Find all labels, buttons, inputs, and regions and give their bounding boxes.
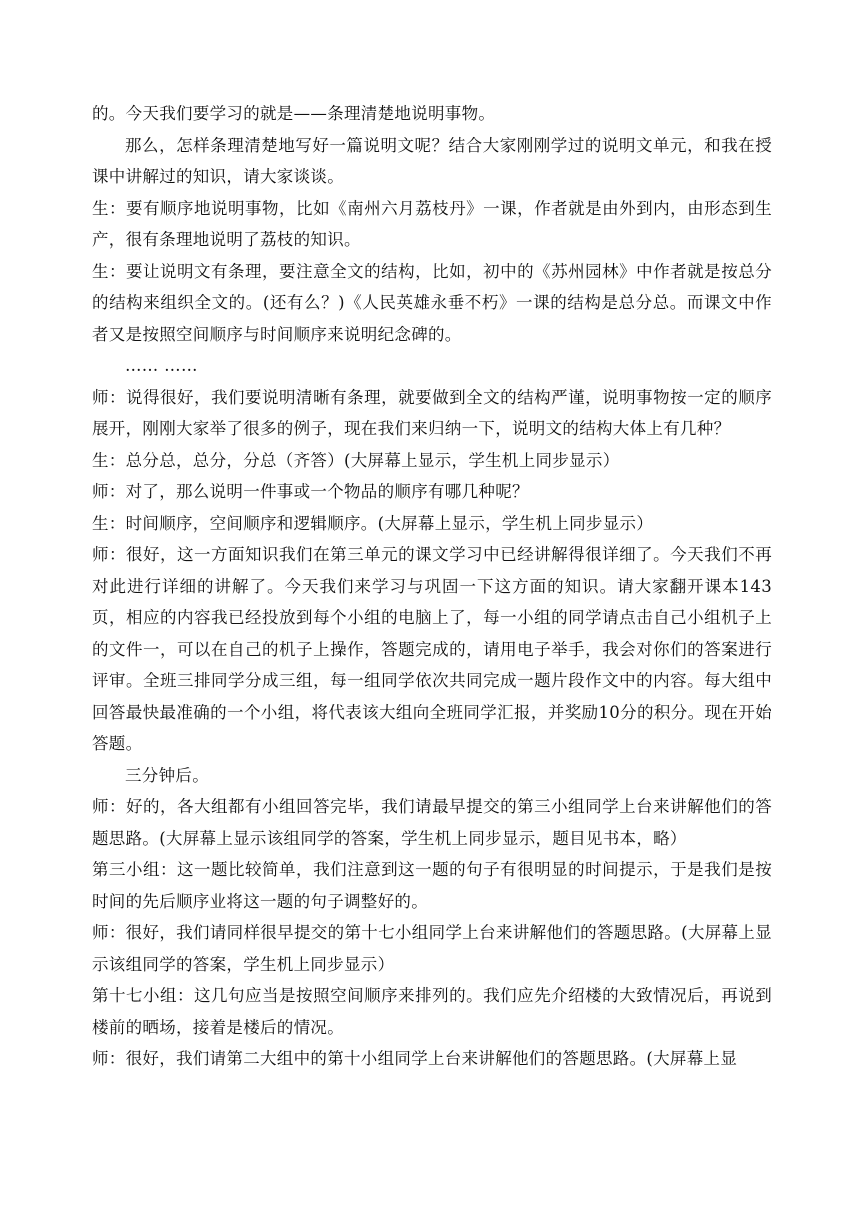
- paragraph-6: 师：说得很好，我们要说明清晰有条理，就要做到全文的结构严谨，说明事物按一定的顺序展开，刚刚大家举了很多的例子，现在我们来归纳一下，说明文的结构大体上有几种？: [92, 387, 772, 438]
- paragraph-2: 那么，怎样条理清楚地写好一篇说明文呢？结合大家刚刚学过的说明文单元，和我在授课中讲解过的知识，请大家谈谈。: [92, 135, 772, 186]
- paragraph-7: 生：总分总，总分，分总（齐答）(大屏幕上显示，学生机上同步显示）: [92, 450, 620, 470]
- paragraph-16: 师：很好，我们请第二大组中的第十小组同学上台来讲解他们的答题思路。(大屏幕上显: [92, 1049, 738, 1068]
- paragraph-11: 三分钟后。: [125, 765, 209, 785]
- paragraph-13: 第三小组：这一题比较简单，我们注意到这一题的句子有很明显的时间提示，于是我们是按时间的先后顺序业将这一题的句子调整好的。: [92, 860, 772, 911]
- paragraph-14: 师：很好，我们请同样很早提交的第十七小组同学上台来讲解他们的答题思路。(大屏幕上显示该组同学的答案，学生机上同步显示）: [92, 923, 772, 974]
- paragraph-15: 第十七小组：这几句应当是按照空间顺序来排列的。我们应先介绍楼的大致情况后，再说到楼前的晒场，接着是楼后的情况。: [92, 986, 772, 1037]
- paragraph-1: 的。今天我们要学习的就是——条理清楚地说明事物。: [92, 104, 496, 123]
- paragraph-10: 师：很好，这一方面知识我们在第三单元的课文学习中已经讲解得很详细了。今天我们不再对此进行详细的讲解了。今天我们来学习与巩固一下这方面的知识。请大家翻开课本143页，相应的内容我已经投放到每个小组的电脑上了，每一小组的同学请点击自己小组机子上的文件一，可以在自己的机子上操作，答题完成的，请用电子举手，我会对你们的答案进行评审。全班三排同学分成三组，每一组同学依次共同完成一题片段作文中的内容。每大组中回答最快最准确的一个小组，将代表该大组向全班同学汇报，并奖励10分的积分。现在开始答题。: [92, 545, 772, 753]
- paragraph-8: 师：对了，那么说明一件事或一个物品的顺序有哪几种呢？: [92, 482, 529, 501]
- paragraph-4: 生：要让说明文有条理，要注意全文的结构，比如，初中的《苏州园林》中作者就是按总分的结构来组织全文的。(还有么？)《人民英雄永垂不朽》一课的结构是总分总。而课文中作者又是按照空间顺序与时间顺序来说明纪念碑的。: [92, 261, 772, 344]
- paragraph-3: 生：要有顺序地说明事物，比如《南州六月荔枝丹》一课，作者就是由外到内，由形态到生产，很有条理地说明了荔枝的知识。: [92, 198, 772, 249]
- document-page: [92, 98, 772, 1075]
- ellipsis-paragraph: …… ……: [125, 356, 198, 375]
- paragraph-9: 生：时间顺序，空间顺序和逻辑顺序。(大屏幕上显示，学生机上同步显示）: [92, 513, 654, 533]
- paragraph-12: 师：好的，各大组都有小组回答完毕，我们请最早提交的第三小组同学上台来讲解他们的答题思路。(大屏幕上显示该组同学的答案，学生机上同步显示，题目见书本，略）: [92, 797, 772, 848]
